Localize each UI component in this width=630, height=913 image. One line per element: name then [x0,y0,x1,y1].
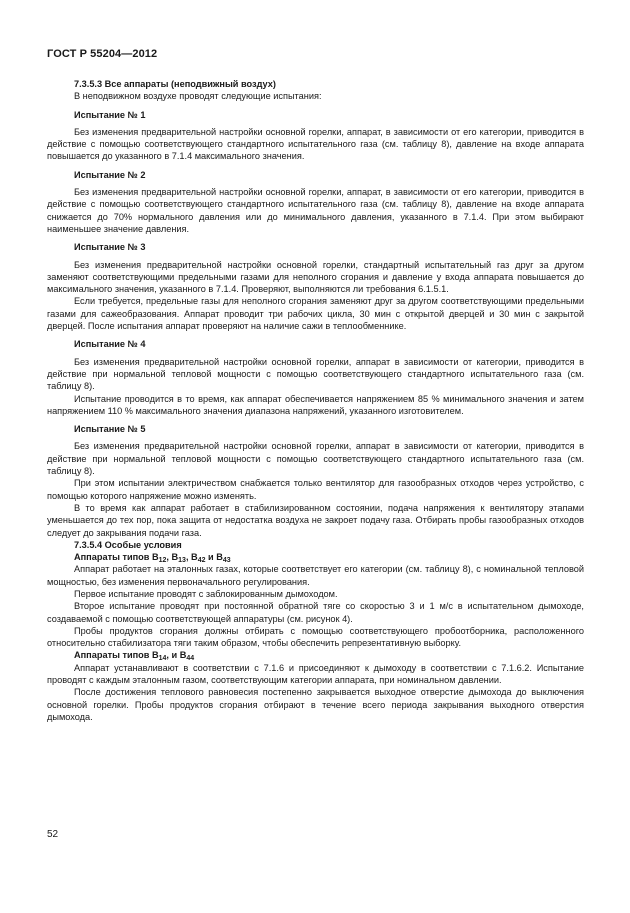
test3-title: Испытание № 3 [74,242,146,253]
document-id: ГОСТ Р 55204—2012 [47,48,158,60]
test3-paragraph-2: Если требуется, предельные газы для неполного сгорания заменяют друг за другом соответствующими предельными газами для сажеобразования. Аппарат проводит три рабочих цикла, 30 мин с открытой дверцей и 30 мин с закрытой дверцей. После испытания аппарат проверяют на наличие сажи в теплообменнике. [47,296,584,332]
section-7354-sub2-paragraph-1: Аппарат устанавливают в соответствии с 7.1.6 и присоединяют к дымоходу в соответствии с 7.1.6.2. Испытание проводят с каждым эталонным газом, соответствующим категории аппарата, при номинальном давлении. [47,662,584,686]
section-7354-sub1-paragraph-4: Пробы продуктов сгорания должны отбирать с помощью соответствующего пробоотборника, расположенного относительно стабилизатора тяги таким образом, чтобы обеспечить репрезентативную выборку. [47,625,584,649]
test5-paragraph-1: Без изменения предварительной настройки основной горелки, аппарат в зависимости от категории, приводится в действие при нормальной тепловой мощности с помощью соответствующего стандартного испытательного газа (см. таблицу 8). [47,441,584,477]
test5-title: Испытание № 5 [74,424,146,435]
test5-paragraph-3: В то время как аппарат работает в стабилизированном состоянии, подача напряжения к вентилятору этапами уменьшается до тех пор, пока защита от недостатка воздуха не закроет подачу газа. Отбирать пробы газообразных отходов следует до закрывания подачи газа. [47,502,584,538]
test2-paragraph: Без изменения предварительной настройки основной горелки, аппарат, в зависимости от его категории, приводится в действие с помощью соответствующего стандартного испытательного газа (см. таблицу 8), давление на входе аппарата снижается до 70% нормального давления или до минимального давления, указанного в 7.1.4. При этом выбирают наименьшее значение давления. [47,187,584,234]
test1-paragraph: Без изменения предварительной настройки основной горелки, аппарат, в зависимости от его категории, приводится в действие с помощью соответствующего стандартного испытательного газа (см. таблицу 8), давление на входе аппарата повышается до указанного в 7.1.4 максимального значения. [47,126,584,162]
section-7354-sub1-paragraph-1: Аппарат работает на эталонных газах, которые соответствует его категории (см. таблицу 8), с номинальной тепловой мощностью, без изменения первоначального регулирования. [47,564,584,587]
section-7354-sub1-paragraph-2: Первое испытание проводят с заблокированным дымоходом. [74,588,338,599]
test2-title: Испытание № 2 [74,169,146,180]
test4-paragraph-1: Без изменения предварительной настройки основной горелки, аппарат в зависимости от категории, приводится в действие при нормальной тепловой мощности с помощью соответствующего стандартного испытательного газа (см. таблицу 8). [47,356,584,392]
test4-title: Испытание № 4 [74,339,146,350]
test1-title: Испытание № 1 [74,109,146,120]
section-7354-sub2-heading: Аппараты типов $B_{14}$, и $B_{44}$ [74,650,195,663]
page-number: 52 [47,829,59,840]
test4-paragraph-2: Испытание проводится в то время, как аппарат обеспечивается напряжением 85 % минимального значения и затем напряжением 110 % максимального значения диапазона напряжений, указанного изготовителем. [47,393,584,416]
document-body [47,78,584,723]
section-7354-sub2-paragraph-2: После достижения теплового равновесия постепенно закрывается выходное отверстие дымохода до выключения основной горелки. Пробы продуктов сгорания отбирают в течение всего периода закрывания выходного отверстия дымохода. [47,687,584,722]
section-7354-heading: 7.3.5.4 Особые условия [74,539,182,550]
section-7353-intro: В неподвижном воздухе проводят следующие испытания: [74,91,322,102]
section-7353-heading: 7.3.5.3 Все аппараты (неподвижный воздух) [74,79,276,89]
test3-paragraph-1: Без изменения предварительной настройки основной горелки, стандартный испытательный газ друг за другом заменяют соответствующими предельными газами для неполного сгорания и давление у входа аппарата повышается до максимального значения, указанного в 7.1.4. Проверяют, выполняются ли требования 6.1.5.1. [47,259,584,295]
section-7354-sub1-heading: Аппараты типов $B_{12}$, $B_{13}$, $B_{42}$ и $B_{43}$ [74,552,231,565]
section-7354-sub1-paragraph-3: Второе испытание проводят при постоянной обратной тяге со скоростью 3 и 1 м/с в испытательном дымоходе, создаваемой с помощью соответствующей аппаратуры (см. рисунок 4). [47,601,584,624]
test5-paragraph-2: При этом испытании электричеством снабжается только вентилятор для газообразных отходов через устройство, с помощью которого напряжение можно изменять. [47,478,584,501]
